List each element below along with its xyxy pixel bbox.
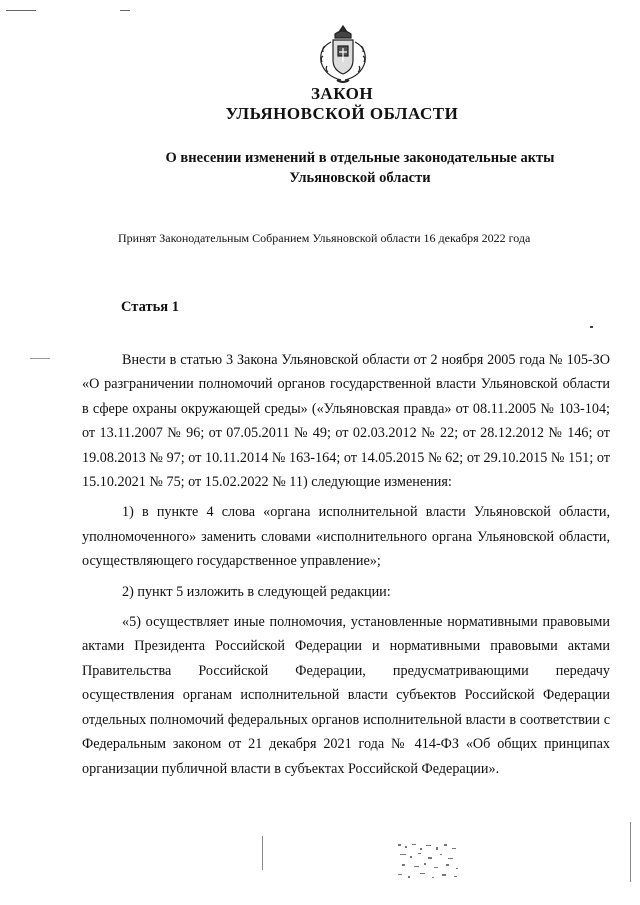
article-paragraph: «5) осуществляет иные полномочия, установленные нормативными правовыми актами Президента Российской Федерации и нормативными правовыми актами Правительства Российской Федерации, предусматривающими передачу осуществления органам исполнительной власти субъектов Российской Федерации отдельных полномочий федеральных органов исполнительной власти в соответствии с Федеральным законом от 21 декабря 2021 года № 414-ФЗ «Об общих принципах организации публичной власти в субъектах Российской Федерации».: [82, 614, 610, 777]
law-region-title: УЛЬЯНОВСКОЙ ОБЛАСТИ: [225, 104, 459, 123]
scan-mark: [590, 326, 593, 328]
law-title: ЗАКОН: [310, 84, 374, 103]
article-heading: Статья 1: [121, 299, 179, 315]
article-paragraph: 2) пункт 5 изложить в следующей редакции:: [122, 583, 391, 600]
scan-mark: [120, 10, 130, 11]
scan-mark: [6, 10, 36, 11]
scan-mark: [262, 836, 263, 870]
coat-of-arms-icon: [311, 22, 375, 86]
law-subtitle: О внесении изменений в отдельные законодательные акты Ульяновской области: [165, 150, 555, 186]
scan-mark: [30, 358, 50, 359]
article-paragraph: Внести в статью 3 Закона Ульяновской области от 2 ноября 2005 года № 105-ЗО «О разграничении полномочий органов государственной власти Ульяновской области в сфере охраны окружающей среды» («Ульяновская правда» от 08.11.2005 № 103-104; от 13.11.2007 № 96; от 07.05.2011 № 49; от 02.03.2012 № 22; от 28.12.2012 № 146; от 19.08.2013 № 97; от 10.11.2014 № 163-164; от 14.05.2015 № 62; от 29.10.2015 № 151; от 15.10.2021 № 75; от 15.02.2022 № 11) следующие изменения:: [82, 352, 610, 491]
article-paragraph: 1) в пункте 4 слова «органа исполнительной власти Ульяновской области, уполномоченного» заменить словами «исполнительного органа Ульяновской области, осуществляющего государственное управление»;: [82, 504, 610, 570]
stamp-icon: [396, 842, 468, 882]
article-body: [82, 348, 610, 781]
adoption-line: Принят Законодательным Собранием Ульяновской области 16 декабря 2022 года: [118, 231, 531, 245]
scan-mark: [630, 822, 631, 882]
